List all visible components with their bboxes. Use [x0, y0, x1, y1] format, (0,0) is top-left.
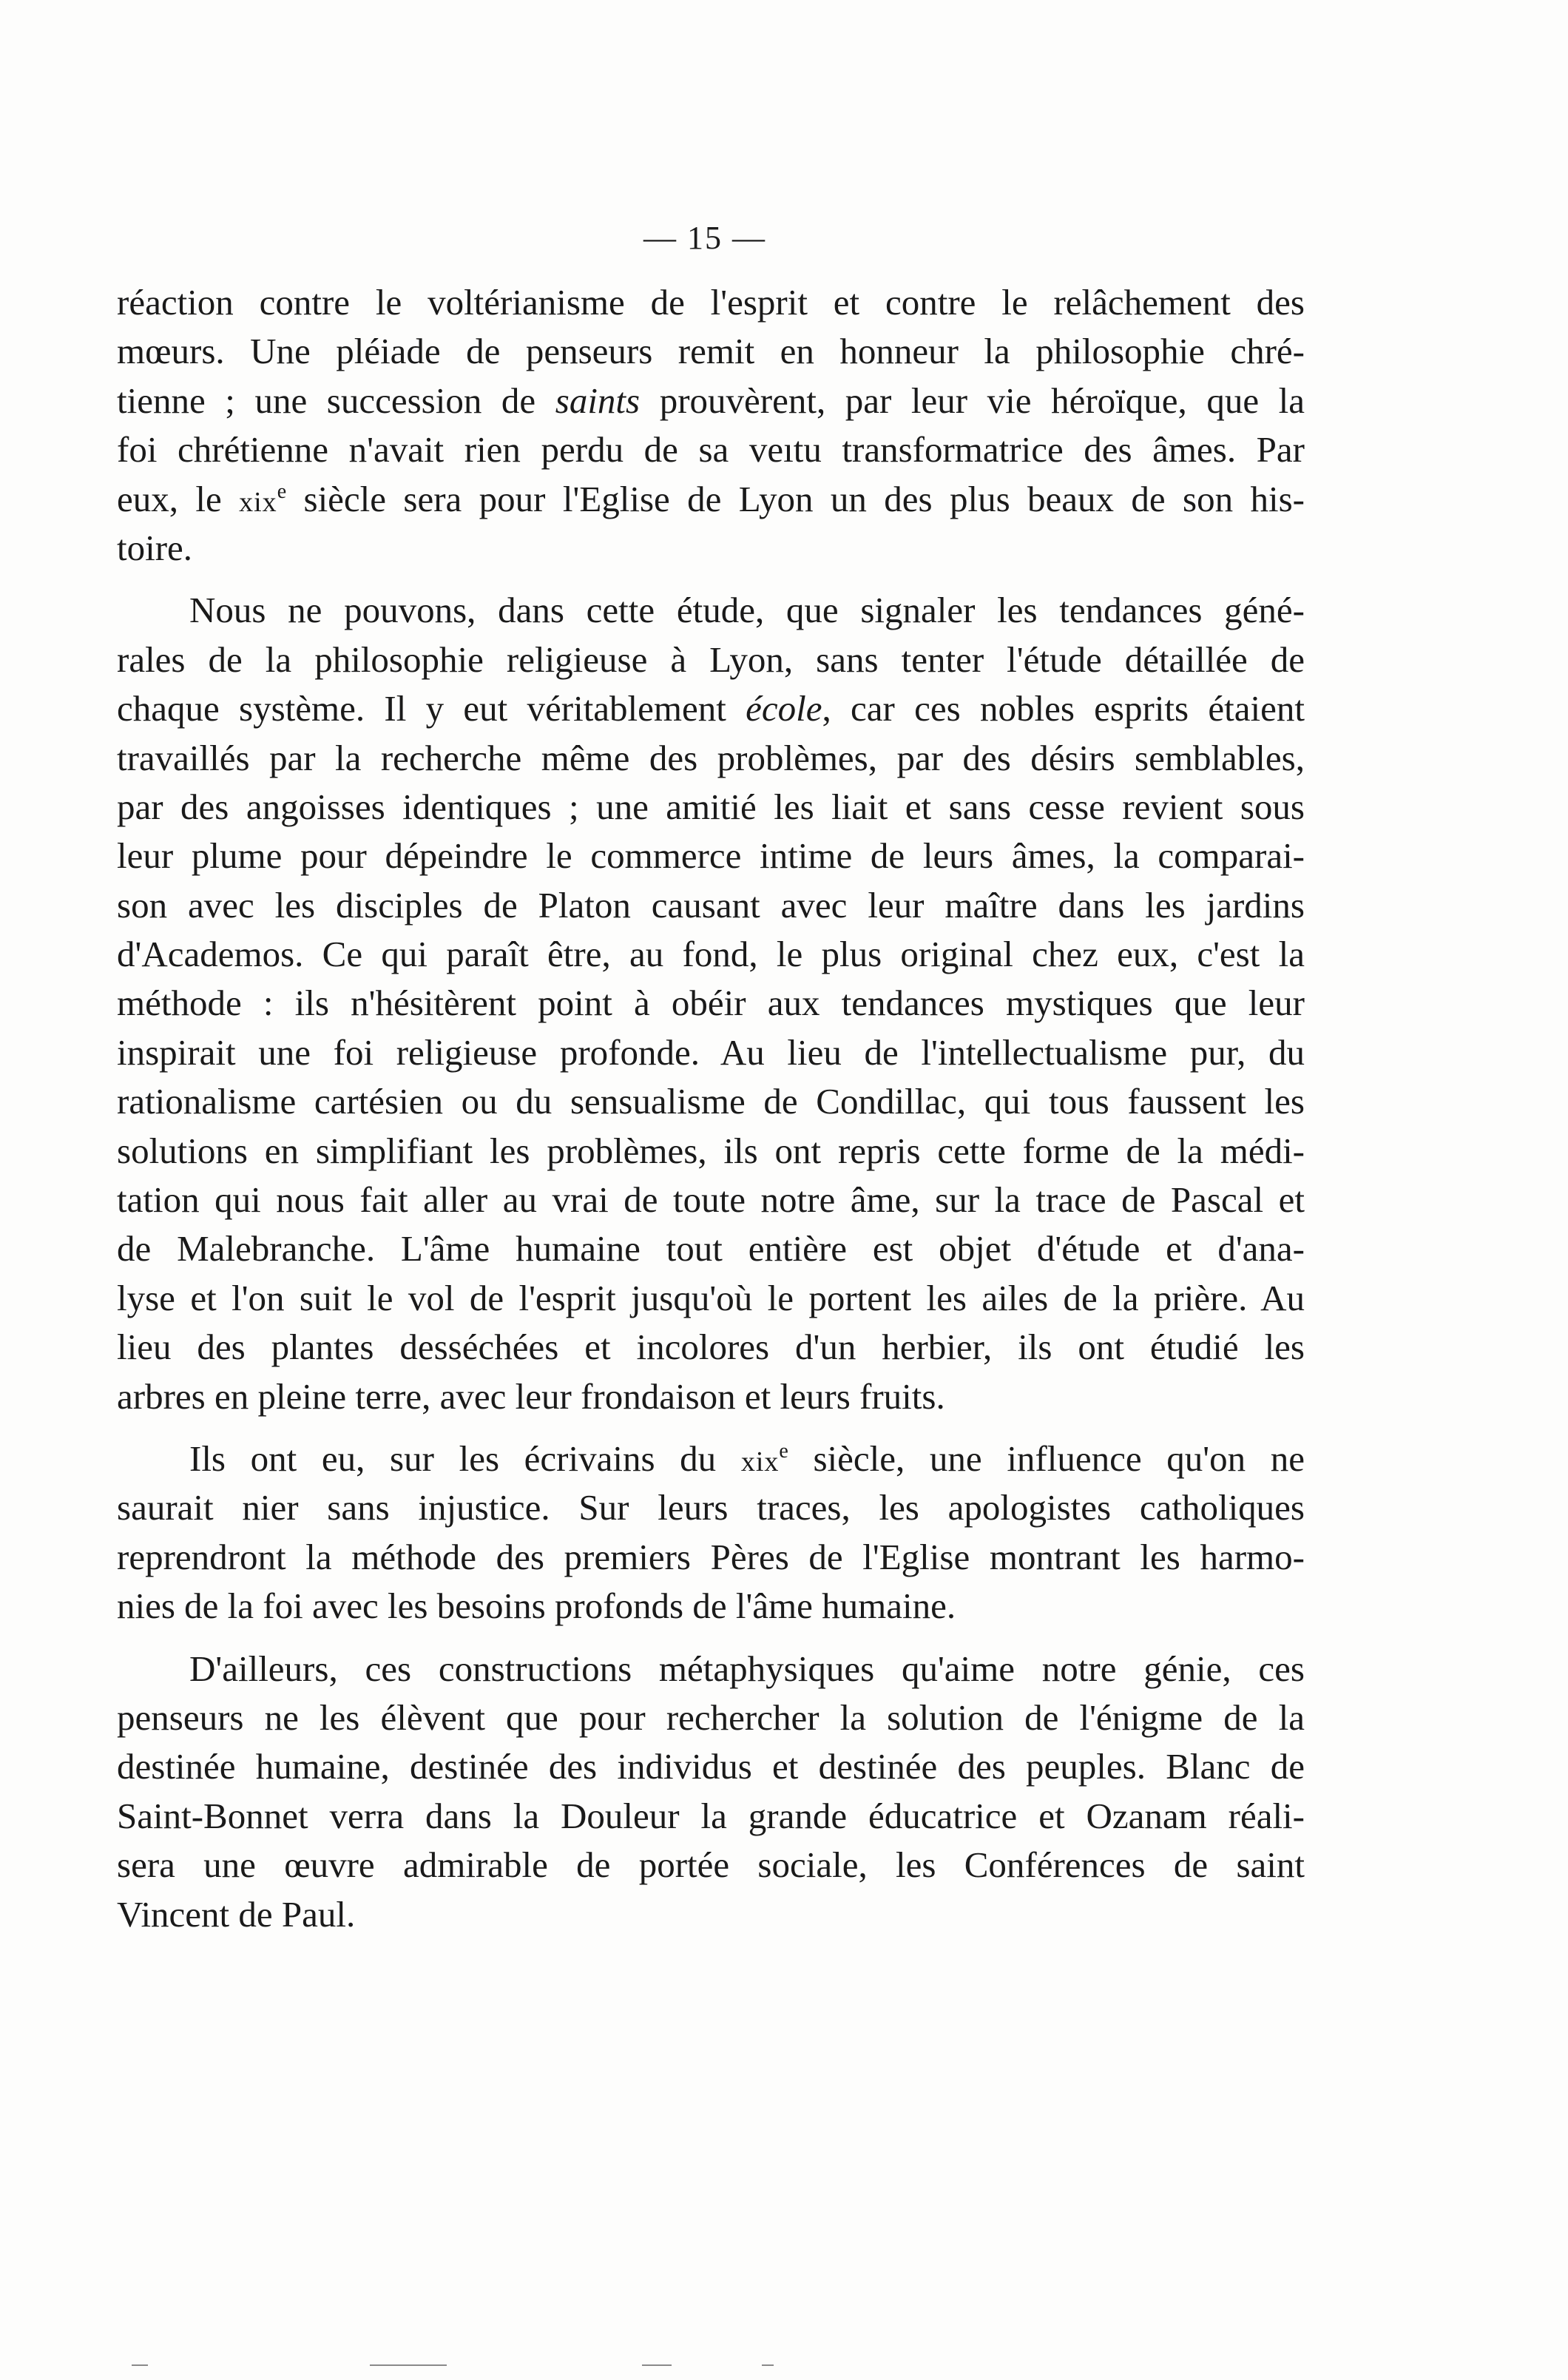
- paragraph-2: [117, 586, 1305, 1421]
- text-line: mœurs. Une pléiade de penseurs remit en honneur la philosophie chré-: [117, 331, 1305, 372]
- text-line: Ils ont eu, sur les écrivains du xix$^e$ siècle, une influence qu'on ne: [189, 1437, 1305, 1479]
- text-line: Vincent de Paul.: [117, 1893, 356, 1935]
- century-numeral: xix: [740, 1446, 780, 1477]
- text-line: son avec les disciples de Platon causant avec leur maître dans les jardins: [117, 884, 1305, 926]
- text-line: méthode : ils n'hésitèrent point à obéir aux tendances mystiques que leur: [117, 982, 1305, 1024]
- scan-artifact: [370, 2364, 447, 2366]
- scan-artifact: [642, 2364, 672, 2366]
- text-line: d'Academos. Ce qui paraît être, au fond, le plus original chez eux, c'est la: [117, 934, 1305, 975]
- text-line: tation qui nous fait aller au vrai de toute notre âme, sur la trace de Pascal et: [117, 1179, 1305, 1221]
- text-line: penseurs ne les élèvent que pour rechercher la solution de l'énigme de la: [117, 1696, 1305, 1738]
- text-line: chaque système. Il y eut véritablement école, car ces nobles esprits étaient: [117, 688, 1305, 729]
- text-line: arbres en pleine terre, avec leur frondaison et leurs fruits.: [117, 1375, 945, 1417]
- century-superscript: e: [779, 1439, 788, 1463]
- scan-artifact: [762, 2364, 774, 2366]
- century-numeral: xix: [239, 486, 277, 518]
- body-text: [117, 278, 1305, 1939]
- text-line: saurait nier sans injustice. Sur leurs traces, les apologistes catholiques: [117, 1487, 1305, 1528]
- text-line: de Malebranche. L'âme humaine tout entière est objet d'étude et d'ana-: [117, 1228, 1305, 1270]
- emphasis: école: [746, 688, 822, 729]
- paragraph-1: [117, 278, 1305, 573]
- text-line: reprendront la méthode des premiers Pères de l'Eglise montrant les harmo-: [117, 1536, 1305, 1577]
- text-line: nies de la foi avec les besoins profonds de l'âme humaine.: [117, 1585, 956, 1627]
- text-line: lieu des plantes desséchées et incolores d'un herbier, ils ont étudié les: [117, 1326, 1305, 1368]
- text-line: rales de la philosophie religieuse à Lyon, sans tenter l'étude détaillée de: [117, 638, 1305, 680]
- text-line: leur plume pour dépeindre le commerce intime de leurs âmes, la comparai-: [117, 835, 1305, 877]
- text-line: lyse et l'on suit le vol de l'esprit jusqu'où le portent les ailes de la prière. Au: [117, 1277, 1305, 1318]
- text-line: tienne ; une succession de saints prouvèrent, par leur vie héroïque, que la: [117, 380, 1305, 421]
- text-line: Nous ne pouvons, dans cette étude, que signaler les tendances géné-: [189, 590, 1305, 631]
- text-line: rationalisme cartésien ou du sensualisme de Condillac, qui tous faussent les: [117, 1081, 1305, 1122]
- text-line: inspirait une foi religieuse profonde. Au lieu de l'intellectualisme pur, du: [117, 1031, 1305, 1073]
- text-line: toire.: [117, 527, 193, 568]
- paragraph-4: [117, 1645, 1305, 1939]
- paragraph-3: [117, 1435, 1305, 1631]
- text-line: sera une œuvre admirable de portée sociale, les Conférences de saint: [117, 1844, 1305, 1886]
- text-line: D'ailleurs, ces constructions métaphysiques qu'aime notre génie, ces: [189, 1648, 1305, 1689]
- page-number: — 15 —: [643, 220, 766, 256]
- text-line: eux, le xix$^e$ siècle sera pour l'Eglise de Lyon un des plus beaux de son his-: [117, 478, 1305, 519]
- scan-artifact: [132, 2364, 148, 2366]
- text-line: foi chrétienne n'avait rien perdu de sa veıtu transformatrice des âmes. Par: [117, 429, 1305, 471]
- emphasis: saints: [555, 380, 641, 421]
- text-line: Saint-Bonnet verra dans la Douleur la grande éducatrice et Ozanam réali-: [117, 1795, 1305, 1836]
- text-line: par des angoisses identiques ; une amitié les liait et sans cesse revient sous: [117, 786, 1305, 827]
- text-line: solutions en simplifiant les problèmes, ils ont repris cette forme de la médi-: [117, 1130, 1305, 1171]
- text-line: réaction contre le voltérianisme de l'esprit et contre le relâchement des: [117, 282, 1305, 323]
- text-line: travaillés par la recherche même des problèmes, par des désirs semblables,: [117, 737, 1305, 778]
- century-superscript: e: [277, 479, 287, 503]
- text-line: destinée humaine, destinée des individus et destinée des peuples. Blanc de: [117, 1746, 1305, 1787]
